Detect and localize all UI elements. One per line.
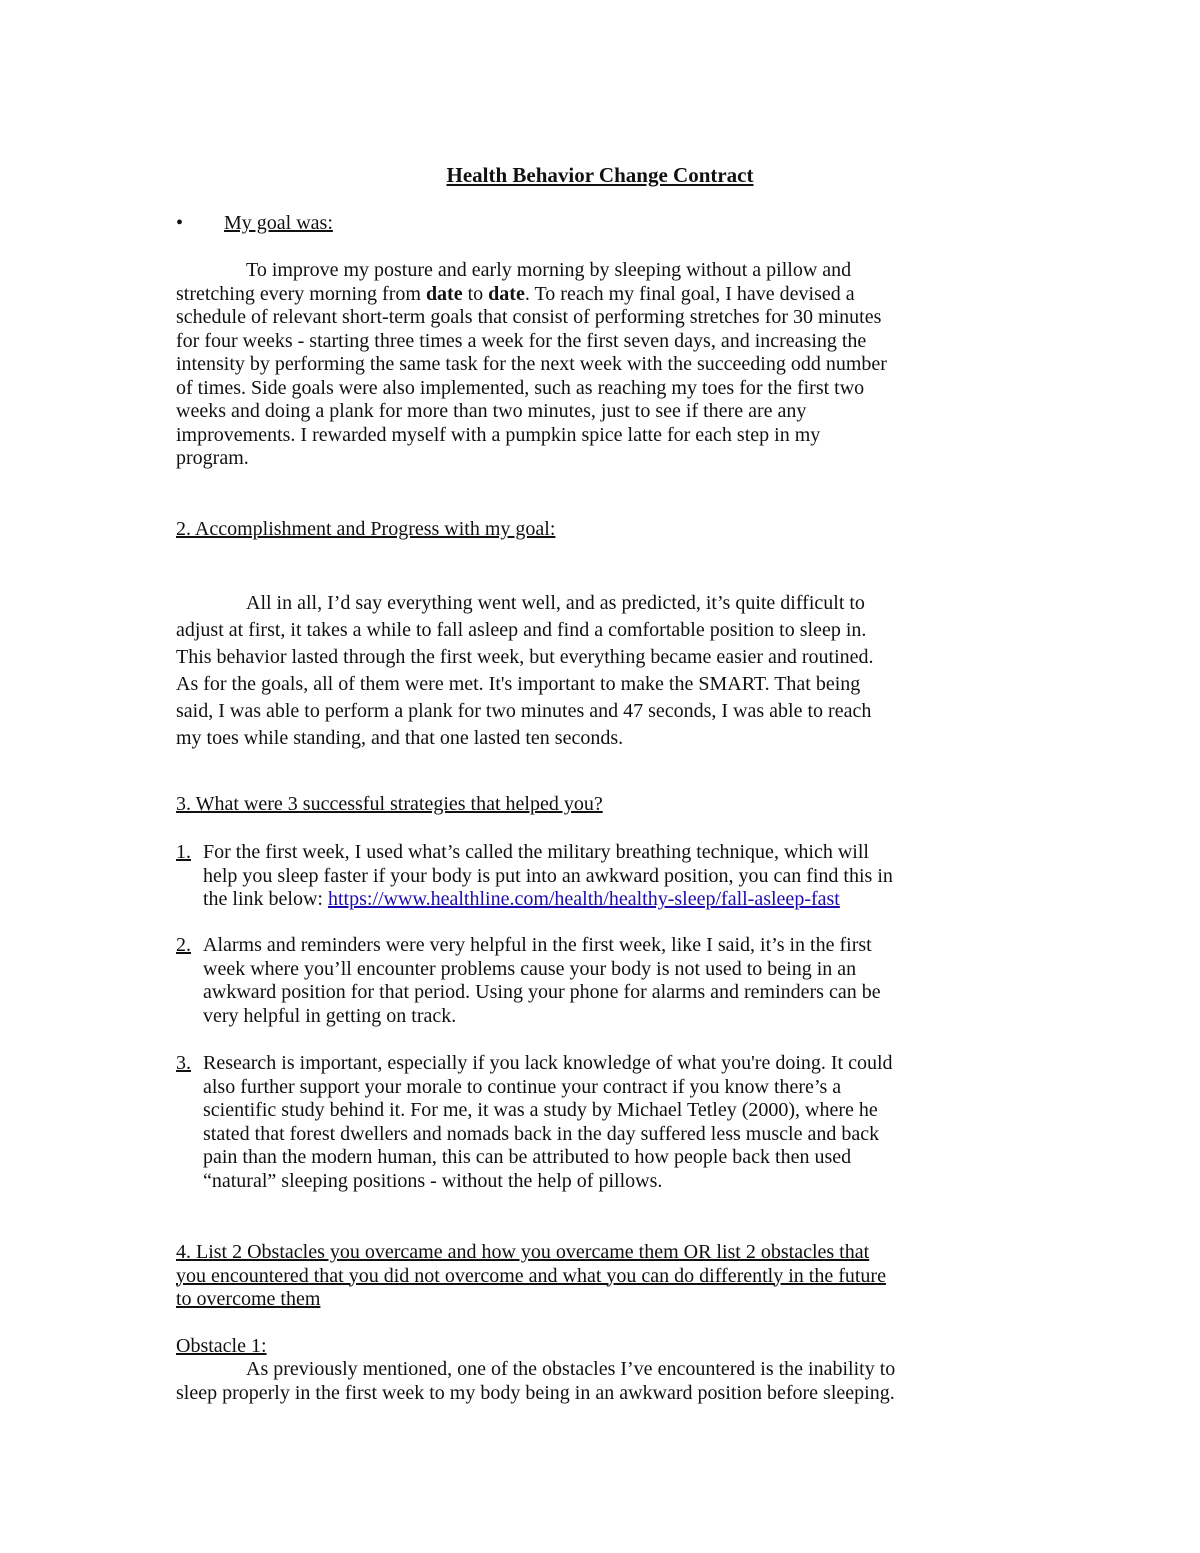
paragraph-line: To improve my posture and early morning by sleeping without a pillow and: [246, 259, 852, 281]
heading-line: you encountered that you did not overcome and what you can do differently in the future: [176, 1264, 886, 1287]
paragraph-line: of times. Side goals were also implemented, such as reaching my toes for the first two: [176, 376, 865, 399]
obstacle-1-label: Obstacle 1:: [176, 1335, 267, 1357]
paragraph-line: As previously mentioned, one of the obstacles I’ve encountered is the inability to: [246, 1358, 896, 1380]
paragraph-line: All in all, I’d say everything went well, and as predicted, it’s quite difficult to: [246, 592, 865, 614]
paragraph-line: for four weeks - starting three times a week for the first seven days, and increasing the: [176, 329, 867, 352]
paragraph-line: “natural” sleeping positions - without the help of pillows.: [203, 1169, 663, 1192]
paragraph-line: also further support your morale to continue your contract if you know there’s a: [203, 1075, 842, 1098]
paragraph-line: week where you’ll encounter problems cause your body is not used to being in an: [203, 957, 857, 980]
paragraph-line: very helpful in getting on track.: [203, 1004, 457, 1027]
paragraph-line: my toes while standing, and that one lasted ten seconds.: [176, 727, 624, 749]
paragraph-line: said, I was able to perform a plank for two minutes and 47 seconds, I was able to reach: [176, 700, 872, 722]
strategy-item: [203, 934, 881, 1028]
paragraph-line: This behavior lasted through the first week, but everything became easier and routined.: [176, 646, 874, 668]
paragraph-line: stretching every morning from date to date. To reach my final goal, I have devised a: [176, 282, 855, 305]
obstacle-1-paragraph: [176, 1358, 895, 1405]
strategy-item: [203, 841, 893, 912]
paragraph-line: Alarms and reminders were very helpful in the first week, like I said, it’s in the first: [203, 934, 872, 956]
goal-paragraph: [176, 259, 887, 471]
healthline-link[interactable]: https://www.healthline.com/health/healthy-sleep/fall-asleep-fast: [327, 888, 840, 910]
paragraph-line: help you sleep faster if your body is put into an awkward position, you can find this in: [203, 864, 893, 887]
paragraph-line: awkward position for that period. Using your phone for alarms and reminders can be: [203, 981, 881, 1003]
section-2-paragraph: [176, 590, 874, 752]
strategy-number: 3.: [176, 1052, 191, 1074]
section-2-heading: 2. Accomplishment and Progress with my goal:: [176, 518, 556, 540]
paragraph-line: adjust at first, it takes a while to fall asleep and find a comfortable position to sleep in.: [176, 619, 867, 641]
paragraph-line: stated that forest dwellers and nomads back in the day suffered less muscle and back: [203, 1122, 880, 1145]
bullet-marker: •: [176, 212, 184, 234]
document-title: Health Behavior Change Contract: [446, 163, 754, 187]
heading-line: 4. List 2 Obstacles you overcame and how you overcame them OR list 2 obstacles that: [176, 1241, 870, 1263]
paragraph-line: scientific study behind it. For me, it was a study by Michael Tetley (2000), where he: [203, 1099, 878, 1121]
paragraph-line: program.: [176, 447, 249, 469]
paragraph-line: sleep properly in the first week to my body being in an awkward position before sleeping.: [176, 1381, 895, 1404]
strategy-number: 2.: [176, 934, 191, 956]
paragraph-line: As for the goals, all of them were met. It's important to make the SMART. That being: [176, 673, 861, 695]
paragraph-line: improvements. I rewarded myself with a pumpkin spice latte for each step in my: [176, 423, 821, 446]
paragraph-line: Research is important, especially if you lack knowledge of what you're doing. It could: [203, 1052, 893, 1074]
paragraph-line: intensity by performing the same task for the next week with the succeeding odd number: [176, 353, 887, 375]
paragraph-line: For the first week, I used what’s called the military breathing technique, which will: [203, 841, 869, 863]
strategy-number: 1.: [176, 841, 191, 863]
bold-word: date: [425, 282, 463, 305]
paragraph-line: weeks and doing a plank for more than two minutes, just to see if there are any: [176, 400, 807, 422]
heading-line: to overcome them: [176, 1288, 321, 1310]
paragraph-line: schedule of relevant short-term goals that consist of performing stretches for 30 minutes: [176, 306, 882, 328]
section-4-heading: [176, 1241, 886, 1312]
goal-heading: My goal was:: [224, 212, 333, 234]
paragraph-line: the link below: https://www.healthline.com/health/healthy-sleep/fall-asleep-fast: [203, 888, 840, 910]
section-3-heading: 3. What were 3 successful strategies that helped you?: [176, 793, 603, 815]
strategy-item: [203, 1052, 893, 1193]
bold-word: date: [488, 282, 525, 305]
paragraph-line: pain than the modern human, this can be attributed to how people back then used: [203, 1146, 852, 1168]
